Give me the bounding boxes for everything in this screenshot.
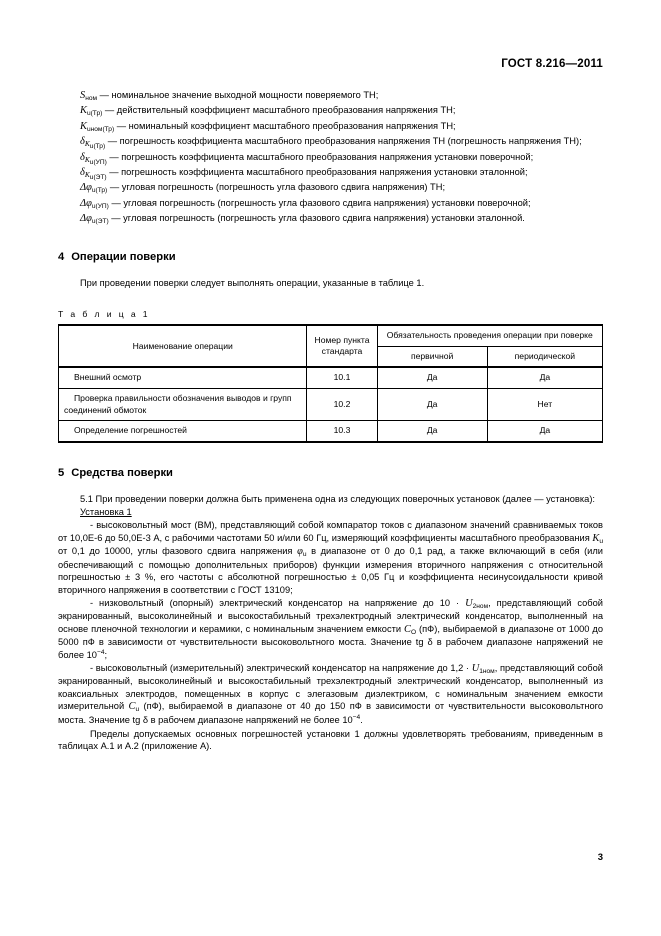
item2-text-part-1: - низковольтный (опорный) электрический конденсатор на напряжение до 10 ·	[90, 597, 466, 608]
symbol-U1nom: $U_{1ном}$	[471, 662, 495, 675]
definition-text: — действительный коэффициент масштабного преобразования напряжения ТН;	[104, 105, 456, 116]
item3-text-part-2: , представляющий собой экранированный, высоколинейный и высокостабильный трехэлектродный электрический конденсатор, выполненный из коаксиальных электродов, помещенных в корпус с элегазовым диэлектриком, с номинальным значением емкости измерительной	[58, 662, 603, 712]
table-row	[59, 421, 603, 442]
definition-item	[58, 180, 603, 195]
exponent: −4	[96, 648, 105, 656]
cell-clause: 10.1	[307, 367, 377, 388]
cell-periodic: Да	[487, 421, 602, 442]
symbol-Ku: $K_u$	[592, 532, 603, 545]
table-1-caption: Т а б л и ц а 1	[58, 309, 150, 320]
header-obligation: Обязательность проведения операции при поверке	[377, 325, 602, 346]
page-number: 3	[597, 852, 603, 863]
definition-item	[58, 88, 603, 103]
item1-text-part-2: от 0,1 до 10000, углы фазового сдвига напряжения	[58, 546, 298, 557]
symbol-C0: $C_O$	[404, 623, 417, 636]
header-clause-number: Номер пункта стандарта	[307, 325, 377, 367]
section-5	[58, 467, 603, 753]
definition-item	[58, 211, 603, 226]
section-5-heading	[58, 467, 603, 479]
symbol-delta-K: $\delta_{K_{u(УП)}}$	[80, 151, 107, 166]
page-content	[58, 58, 603, 753]
item2-text-part-4: ;	[104, 649, 108, 660]
symbol-subscript: uном(Тр)	[86, 125, 115, 133]
definition-item	[58, 103, 603, 118]
setup-item-lv-capacitor	[58, 597, 603, 662]
definition-item	[58, 134, 603, 149]
cell-operation: Внешний осмотр	[59, 367, 307, 388]
definition-text: — номинальное значение выходной мощности поверяемого ТН;	[99, 90, 379, 100]
setup-1-title-text: Установка 1	[80, 507, 132, 518]
symbol-subscript: Ku(Тр)	[84, 139, 106, 151]
clause-5-1: 5.1 При проведении поверки должна быть применена одна из следующих поверочных установок (далее — установка):	[80, 493, 595, 504]
cell-periodic: Нет	[487, 389, 602, 421]
cell-clause: 10.2	[307, 389, 377, 421]
table-header	[59, 325, 603, 367]
definition-text: — погрешность коэффициента масштабного преобразования напряжения установки поверочной;	[109, 151, 534, 162]
symbol-Cu: $C_u$	[128, 701, 140, 714]
symbol-subscript: u	[302, 551, 307, 559]
definition-item	[58, 165, 603, 180]
definition-text: — угловая погрешность (погрешность угла фазового сдвига напряжения) ТН;	[109, 182, 446, 193]
cell-primary: Да	[377, 421, 487, 442]
item3-text-part-4: .	[360, 714, 363, 725]
symbol-U2nom: $U_{2ном}$	[465, 597, 489, 610]
symbol-subscript: 1ном	[479, 667, 495, 675]
setup-1-title	[58, 506, 603, 519]
table-row	[59, 367, 603, 388]
symbol-sub-subscript: u(УП)	[89, 158, 107, 166]
cell-clause: 10.3	[307, 421, 377, 442]
header-primary: первичной	[377, 346, 487, 367]
definition-text: — погрешность коэффициента масштабного преобразования напряжения ТН (погрешность напряжения ТН);	[107, 136, 582, 147]
header-periodic: периодической	[487, 346, 602, 367]
symbol-subscript: O	[410, 628, 417, 636]
table-header-row-1	[59, 325, 603, 346]
item1-text-part-1: - высоковольтный мост (ВМ), представляющий собой компаратор токов с диапазоном значений сравниваемых токов от 10,0Е-6 до 50,0Е-3 А, с рабочими частотами 50 и/или 60 Гц, измеряющий коэффициенты масштабного преобразования	[58, 520, 603, 543]
symbol-subscript: u	[135, 706, 140, 714]
cell-operation: Проверка правильности обозначения выводов и групп соединений обмоток	[59, 389, 307, 421]
definition-item	[58, 150, 603, 165]
definition-item	[58, 119, 603, 134]
symbol-subscript: u(УП)	[91, 202, 109, 210]
section-4-intro: При проведении поверки следует выполнять операции, указанные в таблице 1.	[80, 277, 425, 288]
item3-text-part-3: (пФ), выбираемой в диапазоне от 40 до 150 пФ в зависимости от чувствительности высоковольтного моста. Значение tg δ в рабочем диапазоне напряжений не более 10	[58, 701, 603, 725]
symbol-subscript: u	[599, 537, 603, 545]
cell-primary: Да	[377, 389, 487, 421]
definition-text: — угловая погрешность (погрешность угла фазового сдвига напряжения) установки поверочной;	[111, 197, 531, 208]
symbol-delta-phi: $\Delta\varphi_{u(ЭТ)}$	[80, 213, 109, 226]
definition-item	[58, 196, 603, 211]
symbol-subscript: Ku(ЭТ)	[84, 170, 107, 182]
item2-text-part-2: , представляющий собой экранированный, высоколинейный и высокостабильный трехэлектродный электрический конденсатор, выполненный на основе пленочной технологии и керамики, с номинальным значением емкости	[58, 597, 603, 634]
symbol-subscript: ном	[85, 95, 98, 102]
item3-text-part-1: - высоковольтный (измерительный) электрический конденсатор на напряжение до 1,2 ·	[90, 662, 472, 673]
cell-primary: Да	[377, 367, 487, 388]
symbol-sub-subscript: u(Тр)	[89, 143, 106, 151]
table-row	[59, 389, 603, 421]
symbol-K: $K_{u(Тр)}$	[80, 105, 103, 118]
definition-text: — погрешность коэффициента масштабного преобразования напряжения установки эталонной;	[109, 167, 528, 178]
cell-operation: Определение погрешностей	[59, 421, 307, 442]
symbol-subscript: u(Тр)	[86, 110, 103, 118]
symbol-delta-K: $\delta_{K_{u(Тр)}}$	[80, 136, 106, 151]
table-body	[59, 367, 603, 441]
symbol-subscript: Ku(УП)	[84, 154, 107, 166]
item2-text-part-3: (пФ), выбираемой в диапазоне от 1000 до 5000 пФ в зависимости от чувствительности высоковольтного моста. Значение tg δ в рабочем диапазоне напряжений не более 10	[58, 623, 604, 660]
section-4	[58, 251, 603, 290]
symbol-sub-subscript: u(ЭТ)	[89, 174, 107, 182]
symbol-phi-u: $\varphi_u$	[297, 546, 307, 559]
section-5-title: Средства поверки	[71, 466, 173, 479]
symbol-subscript: 2ном	[472, 602, 489, 610]
symbol-delta-phi: $\Delta\varphi_{u(УП)}$	[80, 197, 109, 210]
definition-text: — угловая погрешность (погрешность угла фазового сдвига напряжения) установки эталонной.	[111, 213, 525, 224]
cell-periodic: Да	[487, 367, 602, 388]
header-operation-name: Наименование операции	[59, 325, 307, 367]
symbol-K: $K_{uном(Тр)}$	[80, 120, 115, 133]
section-4-title: Операции поверки	[71, 250, 176, 263]
setup-item-hv-capacitor	[58, 662, 603, 727]
symbol-subscript: u(Тр)	[91, 187, 108, 195]
definition-text: — номинальный коэффициент масштабного преобразования напряжения ТН;	[116, 120, 456, 131]
symbol-S: $S_{ном}$	[80, 90, 98, 102]
operations-table	[58, 324, 603, 443]
section-5-number: 5	[58, 466, 65, 479]
section-4-heading	[58, 251, 603, 263]
setup-item-bridge	[58, 519, 603, 597]
definitions-list	[58, 88, 603, 227]
section-4-number: 4	[58, 250, 65, 263]
symbol-delta-K: $\delta_{K_{u(ЭТ)}}$	[80, 167, 107, 182]
symbol-subscript: u(ЭТ)	[91, 218, 109, 226]
setup-1-closing-note: Пределы допускаемых основных погрешностей установки 1 должны удовлетворять требованиям, приведенным в таблицах А.1 и А.2 (приложение А).	[58, 728, 603, 752]
item1-text-part-3: в диапазоне от 0 до 0,1 рад, а также включающий в себя (или обеспечивающий с помощью дополнительных приборов) функции измерения вторичного напряжения с относительной погрешностью ± 3 %, его частоты с абсолютной погрешностью ± 0,05 Гц и коэффициента несинусоидальности кривой вторичного напряжения в соответствии с ГОСТ 13109;	[58, 546, 603, 595]
symbol-delta-phi: $\Delta\varphi_{u(Тр)}$	[80, 182, 108, 195]
exponent: −4	[352, 713, 361, 721]
standard-number-header: ГОСТ 8.216—2011	[501, 58, 603, 70]
